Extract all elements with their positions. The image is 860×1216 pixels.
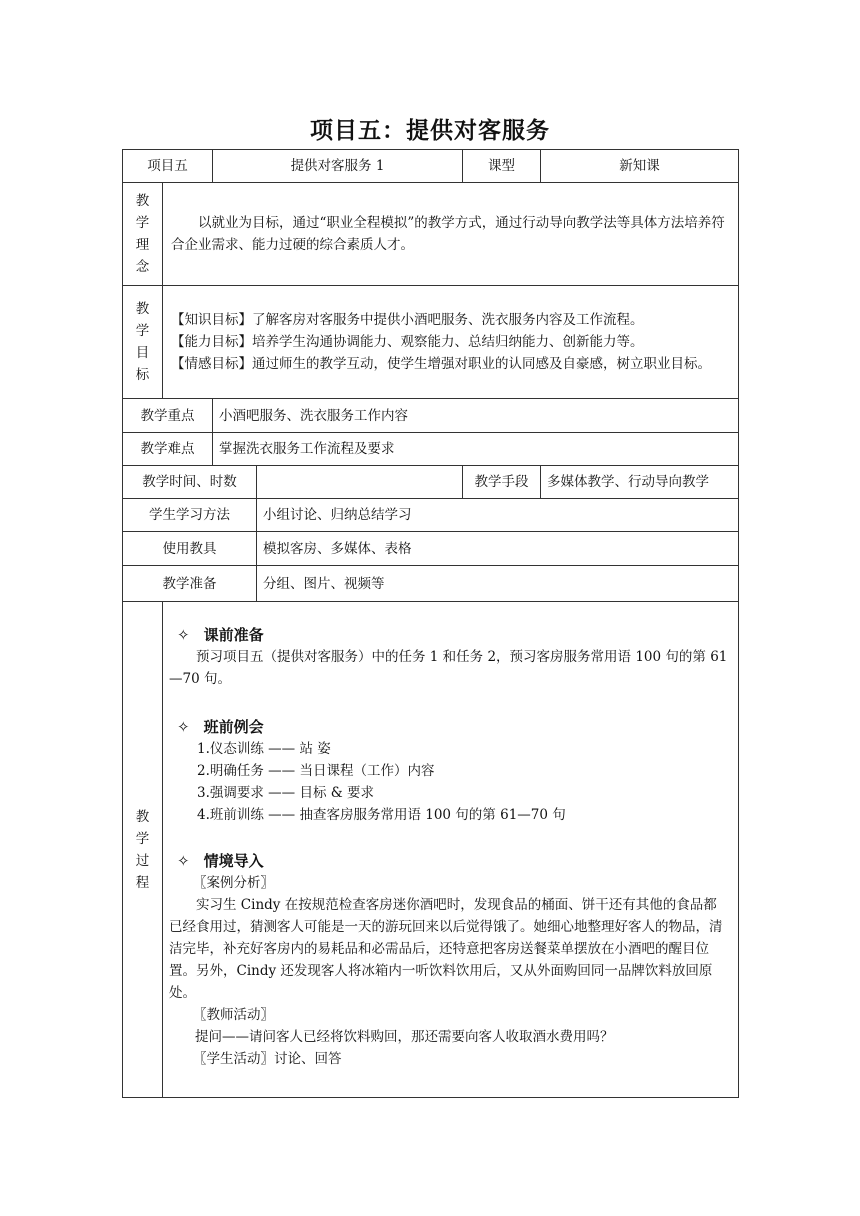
type-value: 新知课 [541,150,739,183]
student-activity-text: 〖学生活动〗讨论、回答 [193,1051,342,1067]
objective-emotion: 【情感目标】通过师生的教学互动，使学生增强对职业的认同感及自豪感，树立职业目标。 [171,356,711,372]
section-scenario: ✧ 情境导入 [177,852,264,870]
objectives-label: 教 学 目 标 [123,286,163,399]
case-analysis-tag: 〖案例分析〗 [193,875,274,891]
teacher-activity-text: 提问——请问客人已经将饮料购回，那还需要向客人收取酒水费用吗？ [195,1029,614,1045]
means-label: 教学手段 [463,466,541,499]
key-points-label: 教学重点 [123,399,213,433]
process-label: 教 学 过 程 [123,602,163,1098]
methods-row [123,499,739,532]
tools-label: 使用教具 [123,532,257,566]
case-analysis-text: 实习生 Cindy 在按规范检查客房迷你酒吧时，发现食品的桶面、饼干还有其他的食品都已经食用过，猜测客人可能是一天的游玩回来以后觉得饿了。她细心地整理好客人的物品，清洁完毕，补充好客房内的易耗品和必需品后，还特意把客房送餐菜单摆放在小酒吧的醒目位置。另外，Cindy 还发现客人将冰箱内一听饮料饮用后，又从外面购回同一品牌饮料放回原处。 [169,897,723,1001]
briefing-item: 3.强调要求 —— 目标 & 要求 [197,785,375,801]
lesson-plan-table [122,149,739,1098]
objectives-content [163,286,739,399]
pre-class-text: 预习项目五（提供对客服务）中的任务 1 和任务 2，预习客房服务常用语 100 句的第 61—70 句。 [169,649,728,687]
objectives-row [123,286,739,399]
tools-value: 模拟客房、多媒体、表格 [257,532,739,566]
project-label: 项目五 [123,150,213,183]
time-value [257,466,463,499]
briefing-item: 2.明确任务 —— 当日课程（工作）内容 [197,763,435,779]
process-row [123,602,739,1098]
key-points-row [123,399,739,433]
difficulties-label: 教学难点 [123,433,213,466]
prep-label: 教学准备 [123,566,257,602]
header-row [123,150,739,183]
means-value: 多媒体教学、行动导向教学 [541,466,739,499]
philosophy-label: 教 学 理 念 [123,183,163,286]
objective-knowledge: 【知识目标】了解客房对客服务中提供小酒吧服务、洗衣服务内容及工作流程。 [171,312,644,328]
time-label: 教学时间、时数 [123,466,257,499]
key-points-value: 小酒吧服务、洗衣服务工作内容 [213,399,739,433]
diamond-bullet-icon: ✧ [177,718,190,736]
methods-value: 小组讨论、归纳总结学习 [257,499,739,532]
briefing-item: 1.仪态训练 —— 站 姿 [197,741,331,757]
type-label: 课型 [463,150,541,183]
prep-row [123,566,739,602]
process-content [163,602,739,1098]
difficulties-row [123,433,739,466]
philosophy-text: 以就业为目标，通过“职业全程模拟”的教学方式，通过行动导向教学法等具体方法培养符合企业需求、能力过硬的综合素质人才。 [163,183,739,286]
tools-row [123,532,739,566]
section-pre-class: ✧ 课前准备 [177,626,264,644]
philosophy-row [123,183,739,286]
prep-value: 分组、图片、视频等 [257,566,739,602]
briefing-item: 4.班前训练 —— 抽查客房服务常用语 100 句的第 61—70 句 [197,807,566,823]
time-means-row [123,466,739,499]
project-value: 提供对客服务 1 [213,150,463,183]
diamond-bullet-icon: ✧ [177,852,190,870]
section-briefing: ✧ 班前例会 [177,718,264,736]
methods-label: 学生学习方法 [123,499,257,532]
teacher-activity-tag: 〖教师活动〗 [193,1007,274,1023]
difficulties-value: 掌握洗衣服务工作流程及要求 [213,433,739,466]
page-title: 项目五：提供对客服务 [310,117,550,144]
diamond-bullet-icon: ✧ [177,626,190,644]
objective-ability: 【能力目标】培养学生沟通协调能力、观察能力、总结归纳能力、创新能力等。 [171,334,644,350]
